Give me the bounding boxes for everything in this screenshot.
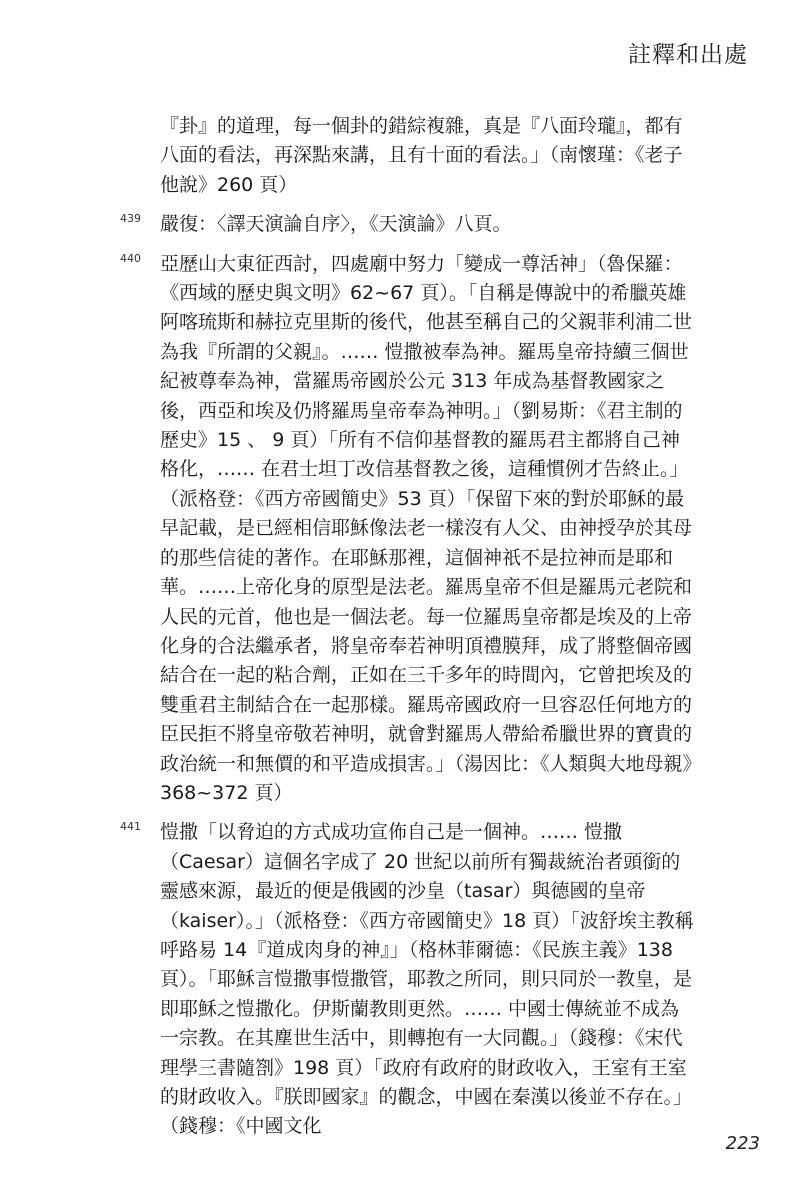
footnote-number: 441 — [120, 820, 141, 834]
footnote-number: 440 — [120, 251, 141, 265]
continued-note-text: 『卦』的道理，每一個卦的錯綜複雜，真是『八面玲瓏』，都有八面的看法，再深點來講，且有十面的看法。」（南懷瑾：《老子他說》260 頁） — [160, 115, 683, 196]
footnote-text: 嚴復：〈譯天演論自序〉，《天演論》八頁。 — [160, 213, 512, 236]
page-number: 223 — [725, 1133, 760, 1154]
page-body — [120, 112, 698, 1142]
footnote-text: 愷撒「以脅迫的方式成功宣佈自己是一個神。…… 愷撒（Caesar）這個名字成了 20 世紀以前所有獨裁統治者頭銜的靈感來源，最近的便是俄國的沙皇（tasar）與德國的皇帝（kaiser）。」（派格登：《西方帝國簡史》18 頁）「波舒埃主教稱呼路易 14『道成肉身的神』」（格林菲爾德：《民族主義》138 頁）。「耶穌言愷撒事愷撒管，耶教之所同，則只同於一教皇，是即耶穌之愷撒化。伊斯蘭教則更然。…… 中國士傳統並不成為一宗教。在其塵世生活中，則轉抱有一大同觀。」（錢穆：《宋代理學三書隨劄》198 頁）「政府有政府的財政收入，王室有王室的財政收入。『朕即國家』的觀念，中國在秦漢以後並不存在。」（錢穆：《中國文化 — [160, 821, 694, 1138]
footnote-440 — [120, 250, 698, 809]
footnote-number: 439 — [120, 212, 141, 226]
footnote-441 — [120, 818, 698, 1141]
footnote-text: 亞歷山大東征西討，四處廟中努力「變成一尊活神」（魯保羅：《西域的歷史與文明》62~67 頁）。「自稱是傳說中的希臘英雄阿喀琉斯和赫拉克里斯的後代，他甚至稱自己的父親菲利浦二世為我『所謂的父親』。…… 愷撒被奉為神。羅馬皇帝持續三個世紀被尊奉為神，當羅馬帝國於公元 313 年成為基督教國家之後，西亞和埃及仍將羅馬皇帝奉為神明。」（劉易斯：《君主制的歷史》15 、 9 頁）「所有不信仰基督教的羅馬君主都將自己神格化，…… 在君士坦丁改信基督教之後，這種慣例才告終止。」（派格登：《西方帝國簡史》53 頁）「保留下來的對於耶穌的最早記載，是已經相信耶穌像法老一樣沒有人父、由神授孕於其母的那些信徒的著作。在耶穌那裡，這個神祇不是拉神而是耶和華。……上帝化身的原型是法老。羅馬皇帝不但是羅馬元老院和人民的元首，他也是一個法老。每一位羅馬皇帝都是埃及的上帝化身的合法繼承者，將皇帝奉若神明頂禮膜拜，成了將整個帝國結合在一起的粘合劑，正如在三千多年的時間內，它曾把埃及的雙重君主制結合在一起那樣。羅馬帝國政府一旦容忍任何地方的臣民拒不將皇帝敬若神明，就會對羅馬人帶給希臘世界的寶貴的政治統一和無價的和平造成損害。」（湯因比：《人類與大地母親》368~372 頁） — [160, 252, 693, 804]
running-header: 註釋和出處 — [628, 42, 748, 68]
footnote-439 — [120, 210, 698, 239]
